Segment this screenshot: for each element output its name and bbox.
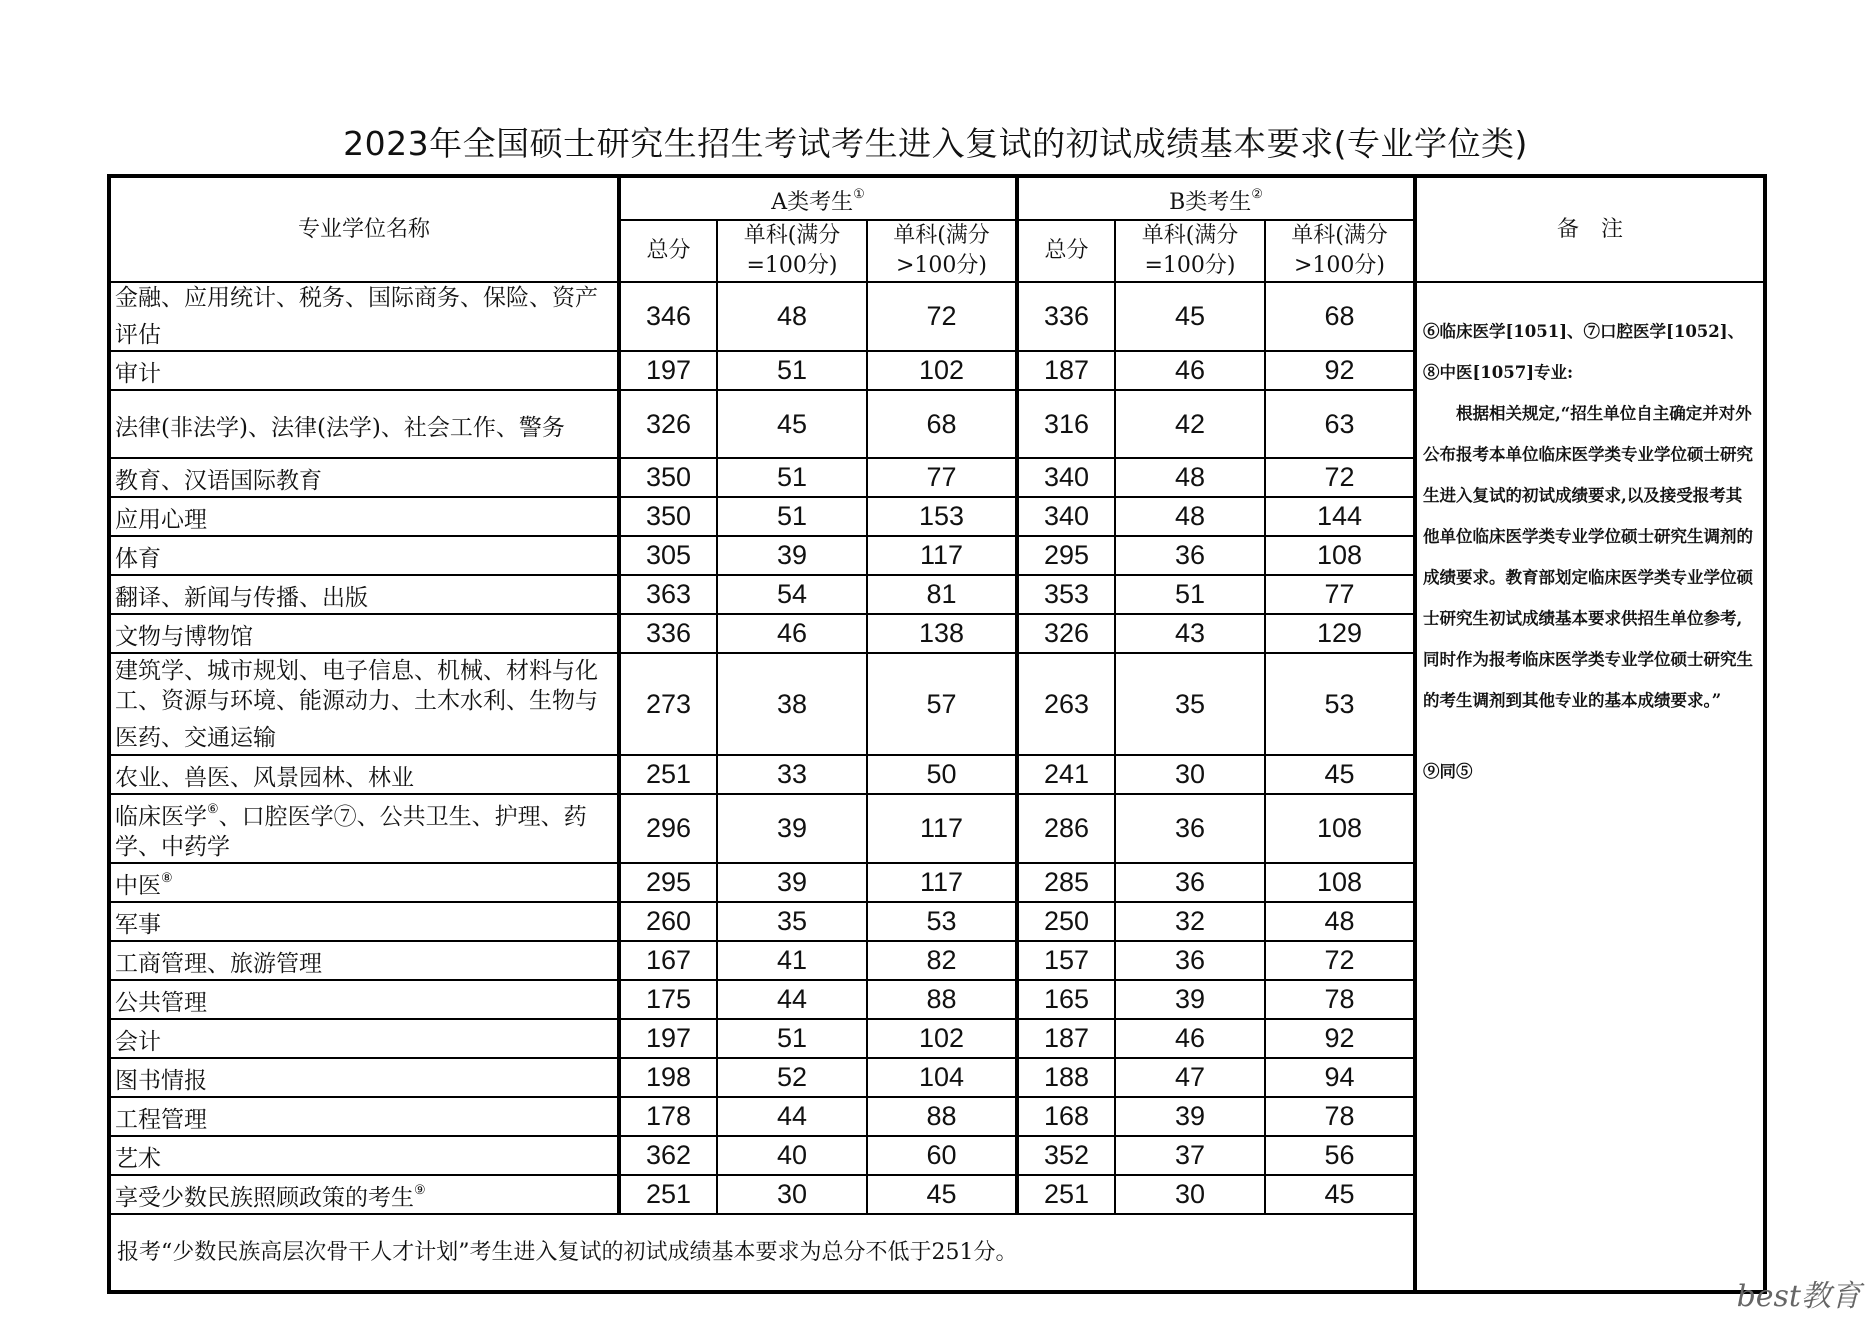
score-b-sgt: 72 bbox=[1265, 941, 1415, 980]
score-a-total: 198 bbox=[619, 1058, 717, 1097]
score-a-sgt: 77 bbox=[867, 458, 1017, 497]
score-a-s100: 51 bbox=[717, 351, 867, 390]
row-name: 临床医学⑥、口腔医学⑦、公共卫生、护理、药学、中药学 bbox=[109, 794, 619, 863]
score-b-s100: 39 bbox=[1115, 980, 1265, 1019]
header-b-single-100: 单科(满分=100分) bbox=[1115, 220, 1265, 282]
score-a-total: 197 bbox=[619, 1019, 717, 1058]
score-a-s100: 30 bbox=[717, 1175, 867, 1214]
score-a-sgt: 138 bbox=[867, 614, 1017, 653]
score-b-sgt: 53 bbox=[1265, 653, 1415, 755]
score-b-total: 157 bbox=[1017, 941, 1115, 980]
score-a-sgt: 88 bbox=[867, 980, 1017, 1019]
score-b-total: 251 bbox=[1017, 1175, 1115, 1214]
score-b-s100: 32 bbox=[1115, 902, 1265, 941]
score-b-s100: 36 bbox=[1115, 536, 1265, 575]
score-b-total: 187 bbox=[1017, 1019, 1115, 1058]
score-a-sgt: 102 bbox=[867, 1019, 1017, 1058]
score-a-sgt: 45 bbox=[867, 1175, 1017, 1214]
score-b-sgt: 48 bbox=[1265, 902, 1415, 941]
score-a-sgt: 53 bbox=[867, 902, 1017, 941]
score-b-sgt: 63 bbox=[1265, 390, 1415, 458]
score-b-total: 168 bbox=[1017, 1097, 1115, 1136]
score-b-s100: 35 bbox=[1115, 653, 1265, 755]
score-b-sgt: 45 bbox=[1265, 755, 1415, 794]
note-line: ⑥临床医学[1051]、⑦口腔医学[1052]、⑧中医[1057]专业: bbox=[1423, 322, 1745, 382]
score-a-total: 251 bbox=[619, 1175, 717, 1214]
score-a-sgt: 50 bbox=[867, 755, 1017, 794]
score-a-sgt: 72 bbox=[867, 282, 1017, 351]
score-b-sgt: 78 bbox=[1265, 1097, 1415, 1136]
score-b-s100: 42 bbox=[1115, 390, 1265, 458]
header-a-single-gt: 单科(满分>100分) bbox=[867, 220, 1017, 282]
score-a-sgt: 117 bbox=[867, 794, 1017, 863]
score-b-sgt: 68 bbox=[1265, 282, 1415, 351]
score-b-total: 188 bbox=[1017, 1058, 1115, 1097]
score-b-total: 353 bbox=[1017, 575, 1115, 614]
score-a-total: 273 bbox=[619, 653, 717, 755]
score-a-s100: 44 bbox=[717, 1097, 867, 1136]
score-a-total: 336 bbox=[619, 614, 717, 653]
score-b-sgt: 92 bbox=[1265, 1019, 1415, 1058]
score-a-sgt: 82 bbox=[867, 941, 1017, 980]
row-name: 建筑学、城市规划、电子信息、机械、材料与化工、资源与环境、能源动力、土木水利、生物与医药、交通运输 bbox=[109, 653, 619, 755]
score-b-s100: 36 bbox=[1115, 863, 1265, 902]
score-a-sgt: 104 bbox=[867, 1058, 1017, 1097]
score-b-s100: 48 bbox=[1115, 497, 1265, 536]
score-a-total: 350 bbox=[619, 497, 717, 536]
score-a-s100: 40 bbox=[717, 1136, 867, 1175]
row-name: 公共管理 bbox=[109, 980, 619, 1019]
score-b-total: 340 bbox=[1017, 497, 1115, 536]
score-a-total: 175 bbox=[619, 980, 717, 1019]
score-a-total: 362 bbox=[619, 1136, 717, 1175]
score-b-total: 340 bbox=[1017, 458, 1115, 497]
row-name: 审计 bbox=[109, 351, 619, 390]
header-group-b: B类考生② bbox=[1017, 176, 1415, 220]
row-name: 金融、应用统计、税务、国际商务、保险、资产评估 bbox=[109, 282, 619, 351]
score-b-s100: 46 bbox=[1115, 351, 1265, 390]
score-b-s100: 39 bbox=[1115, 1097, 1265, 1136]
row-name: 享受少数民族照顾政策的考生⑨ bbox=[109, 1175, 619, 1214]
score-b-sgt: 45 bbox=[1265, 1175, 1415, 1214]
score-b-sgt: 144 bbox=[1265, 497, 1415, 536]
row-name: 中医⑧ bbox=[109, 863, 619, 902]
score-a-total: 305 bbox=[619, 536, 717, 575]
score-b-total: 187 bbox=[1017, 351, 1115, 390]
header-name: 专业学位名称 bbox=[109, 176, 619, 282]
score-a-s100: 33 bbox=[717, 755, 867, 794]
score-b-total: 352 bbox=[1017, 1136, 1115, 1175]
score-b-total: 326 bbox=[1017, 614, 1115, 653]
header-remarks: 备 注 bbox=[1415, 176, 1765, 282]
score-b-s100: 51 bbox=[1115, 575, 1265, 614]
score-a-total: 295 bbox=[619, 863, 717, 902]
row-name: 农业、兽医、风景园林、林业 bbox=[109, 755, 619, 794]
row-name: 会计 bbox=[109, 1019, 619, 1058]
page-title: 2023年全国硕士研究生招生考试考生进入复试的初试成绩基本要求(专业学位类) bbox=[343, 124, 1528, 163]
score-b-sgt: 108 bbox=[1265, 536, 1415, 575]
score-a-s100: 35 bbox=[717, 902, 867, 941]
score-a-total: 350 bbox=[619, 458, 717, 497]
score-b-sgt: 94 bbox=[1265, 1058, 1415, 1097]
row-name: 教育、汉语国际教育 bbox=[109, 458, 619, 497]
row-name: 应用心理 bbox=[109, 497, 619, 536]
score-a-total: 251 bbox=[619, 755, 717, 794]
score-b-total: 250 bbox=[1017, 902, 1115, 941]
row-name: 文物与博物馆 bbox=[109, 614, 619, 653]
score-b-s100: 30 bbox=[1115, 1175, 1265, 1214]
header-group-a: A类考生① bbox=[619, 176, 1017, 220]
score-b-s100: 37 bbox=[1115, 1136, 1265, 1175]
header-b-single-gt: 单科(满分>100分) bbox=[1265, 220, 1415, 282]
score-a-s100: 44 bbox=[717, 980, 867, 1019]
score-b-s100: 36 bbox=[1115, 941, 1265, 980]
score-a-s100: 51 bbox=[717, 497, 867, 536]
score-b-s100: 46 bbox=[1115, 1019, 1265, 1058]
score-a-sgt: 153 bbox=[867, 497, 1017, 536]
header-row-1 bbox=[109, 176, 1765, 220]
score-a-sgt: 68 bbox=[867, 390, 1017, 458]
score-b-sgt: 108 bbox=[1265, 863, 1415, 902]
score-b-total: 286 bbox=[1017, 794, 1115, 863]
score-a-total: 260 bbox=[619, 902, 717, 941]
score-a-total: 363 bbox=[619, 575, 717, 614]
row-name: 图书情报 bbox=[109, 1058, 619, 1097]
score-a-s100: 38 bbox=[717, 653, 867, 755]
score-a-sgt: 88 bbox=[867, 1097, 1017, 1136]
score-a-s100: 46 bbox=[717, 614, 867, 653]
watermark: best教育 bbox=[1736, 1279, 1861, 1314]
score-a-sgt: 117 bbox=[867, 536, 1017, 575]
score-b-total: 285 bbox=[1017, 863, 1115, 902]
score-a-s100: 39 bbox=[717, 794, 867, 863]
score-b-s100: 36 bbox=[1115, 794, 1265, 863]
score-b-sgt: 72 bbox=[1265, 458, 1415, 497]
row-name: 艺术 bbox=[109, 1136, 619, 1175]
score-b-sgt: 56 bbox=[1265, 1136, 1415, 1175]
score-b-total: 263 bbox=[1017, 653, 1115, 755]
score-a-sgt: 81 bbox=[867, 575, 1017, 614]
score-a-s100: 39 bbox=[717, 863, 867, 902]
table-row bbox=[109, 282, 1765, 351]
note-body: 根据相关规定,“招生单位自主确定并对外公布报考本单位临床医学类专业学位硕士研究生进入复试的初试成绩要求,以及接受报考其他单位临床医学类专业学位硕士研究生调剂的成绩要求。教育部划定临床医学类专业学位硕士研究生初试成绩基本要求供招生单位参考,同时作为报考临床医学类专业学位硕士研究生的考生调剂到其他专业的基本成绩要求。” bbox=[1423, 404, 1753, 710]
score-b-s100: 43 bbox=[1115, 614, 1265, 653]
score-b-total: 336 bbox=[1017, 282, 1115, 351]
score-a-s100: 41 bbox=[717, 941, 867, 980]
score-b-total: 241 bbox=[1017, 755, 1115, 794]
row-name: 体育 bbox=[109, 536, 619, 575]
row-name: 法律(非法学)、法律(法学)、社会工作、警务 bbox=[109, 390, 619, 458]
score-a-sgt: 102 bbox=[867, 351, 1017, 390]
score-a-s100: 39 bbox=[717, 536, 867, 575]
score-a-s100: 54 bbox=[717, 575, 867, 614]
score-b-total: 295 bbox=[1017, 536, 1115, 575]
score-b-s100: 47 bbox=[1115, 1058, 1265, 1097]
score-b-s100: 45 bbox=[1115, 282, 1265, 351]
header-a-single-100: 单科(满分=100分) bbox=[717, 220, 867, 282]
note-line: ⑨同⑤ bbox=[1423, 762, 1473, 781]
score-b-s100: 48 bbox=[1115, 458, 1265, 497]
score-b-total: 165 bbox=[1017, 980, 1115, 1019]
score-b-sgt: 108 bbox=[1265, 794, 1415, 863]
score-a-s100: 51 bbox=[717, 458, 867, 497]
score-a-s100: 52 bbox=[717, 1058, 867, 1097]
score-a-sgt: 117 bbox=[867, 863, 1017, 902]
row-name: 翻译、新闻与传播、出版 bbox=[109, 575, 619, 614]
header-a-total: 总分 bbox=[619, 220, 717, 282]
score-a-total: 178 bbox=[619, 1097, 717, 1136]
score-table bbox=[107, 174, 1767, 1294]
score-a-s100: 45 bbox=[717, 390, 867, 458]
remarks-notes bbox=[1415, 282, 1765, 1292]
row-name: 工商管理、旅游管理 bbox=[109, 941, 619, 980]
score-a-s100: 51 bbox=[717, 1019, 867, 1058]
score-b-sgt: 77 bbox=[1265, 575, 1415, 614]
score-a-total: 346 bbox=[619, 282, 717, 351]
score-a-total: 167 bbox=[619, 941, 717, 980]
score-b-s100: 30 bbox=[1115, 755, 1265, 794]
footer-note: 报考“少数民族高层次骨干人才计划”考生进入复试的初试成绩基本要求为总分不低于251分。 bbox=[109, 1214, 1415, 1292]
score-a-s100: 48 bbox=[717, 282, 867, 351]
score-b-sgt: 92 bbox=[1265, 351, 1415, 390]
row-name: 工程管理 bbox=[109, 1097, 619, 1136]
score-a-total: 197 bbox=[619, 351, 717, 390]
score-a-sgt: 57 bbox=[867, 653, 1017, 755]
score-b-sgt: 129 bbox=[1265, 614, 1415, 653]
score-b-sgt: 78 bbox=[1265, 980, 1415, 1019]
score-b-total: 316 bbox=[1017, 390, 1115, 458]
header-b-total: 总分 bbox=[1017, 220, 1115, 282]
score-a-total: 326 bbox=[619, 390, 717, 458]
score-a-total: 296 bbox=[619, 794, 717, 863]
score-a-sgt: 60 bbox=[867, 1136, 1017, 1175]
row-name: 军事 bbox=[109, 902, 619, 941]
